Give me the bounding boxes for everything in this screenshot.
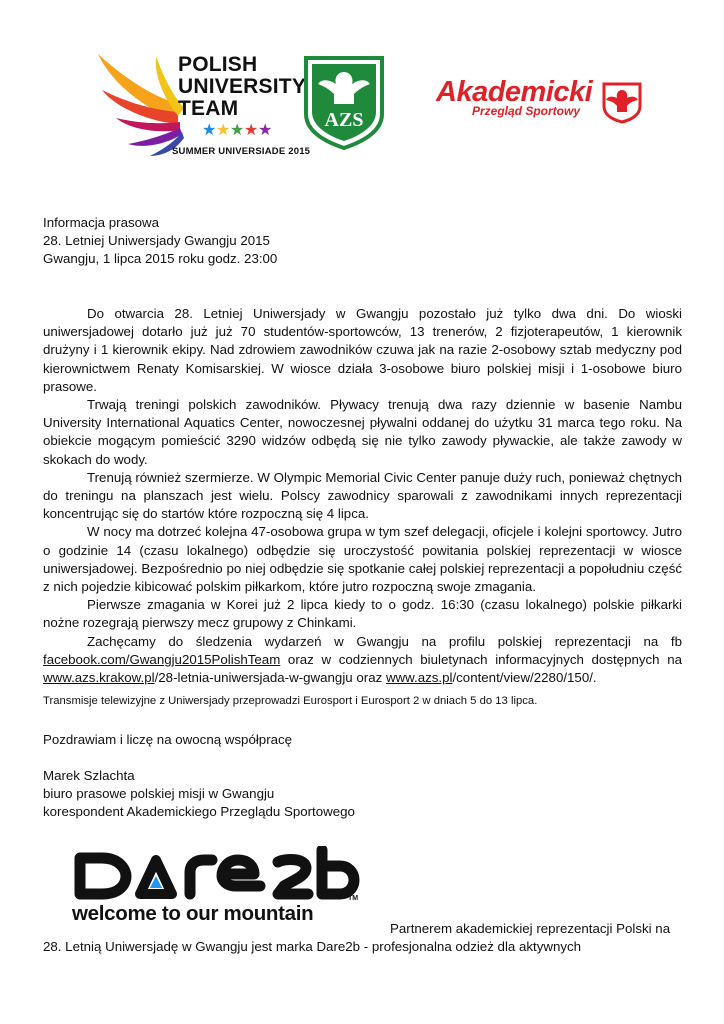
paragraph-6-start: Zachęcamy do śledzenia wydarzeń w Gwangju na profilu polskiej reprezentacji na fb <box>87 633 682 649</box>
akademicki-subtitle: Przegląd Sportowy <box>472 104 581 118</box>
paragraph-4: W nocy ma dotrzeć kolejna 47-osobowa grupa w tym szef delegacji, oficjele i kolejni sportowcy. Jutro o godzinie 14 (czasu lokalnego) odbędzie się uroczystość powitania polskiej reprezentacji w wiosce uniwersjadowej. Bezpośrednio po niej odbędzie się spotkanie całej polskiej reprezentacji a popołudniu część z nich pojedzie kibicować polskim piłkarkom, które jutro rozpoczną swoje zmagania. <box>43 524 682 595</box>
press-release-header <box>43 214 683 269</box>
paragraph-6-mid2: /28-letnia-uniwersjada-w-gwangju oraz <box>154 670 386 686</box>
dare2b-tagline: welcome to our mountain <box>72 902 314 925</box>
svg-text:★: ★ <box>258 122 273 139</box>
paragraph-1: Do otwarcia 28. Letniej Uniwersjady w Gwangju pozostało już tylko dwa dni. Do wioski uniwersjadowej dotarło już już 70 studentów-sportowców, 13 trenerów, 2 fizjoterapeutów, 1 kierownik drużyny i 1 kierownik ekipy. Nad zdrowiem zawodników czuwa jak na razie 2-osobowy sztab medyczny pod kierownictwem Renaty Komisarskiej. W wiosce działa 3-osobowe biuro polskiej misji i 1-osobowe biuro prasowe. <box>43 306 682 394</box>
azs-shield-logo <box>302 54 386 150</box>
azs-link[interactable]: www.azs.pl <box>385 670 453 686</box>
svg-text:★: ★ <box>202 122 217 139</box>
press-release-body <box>43 305 682 687</box>
brand-line-team: TEAM <box>178 97 239 120</box>
paragraph-6-end: /content/view/2280/150/. <box>452 670 597 686</box>
flame-wing-icon <box>98 54 184 156</box>
signature-role-1: biuro prasowe polskiej misji w Gwangju <box>43 786 275 802</box>
facebook-link[interactable]: facebook.com/Gwangju2015PolishTeam <box>43 651 281 667</box>
paragraph-6 <box>43 633 682 688</box>
paragraph-5: Pierwsze zmagania w Korei już 2 lipca kiedy to o godz. 16:30 (czasu lokalnego) polskie piłkarki nożne rozegrają pierwszy mecz grupowy z Chinkami. <box>43 597 682 631</box>
signature-name: Marek Szlachta <box>43 768 135 783</box>
azs-krakow-link[interactable]: www.azs.krakow.pl <box>43 670 155 686</box>
paragraph-6-mid1: oraz w codziennych biuletynach informacyjnych dostępnych na <box>280 651 682 667</box>
svg-text:★: ★ <box>244 122 259 139</box>
polish-team-wordmark <box>178 54 308 120</box>
stars-icon <box>202 122 272 139</box>
header-line-1: Informacja prasowa <box>43 215 160 230</box>
svg-text:★: ★ <box>216 122 231 139</box>
signature-block <box>43 767 355 822</box>
svg-text:★: ★ <box>230 122 245 139</box>
partner-line-1: Partnerem akademickiej reprezentacji Polski na <box>390 921 671 936</box>
greeting: Pozdrawiam i liczę na owocną współpracę <box>43 732 293 747</box>
signature-role-2: korespondent Akademickiego Przeglądu Sportowego <box>43 804 355 820</box>
broadcast-note: Transmisje telewizyjne z Uniwersjady przeprowadzi Eurosport i Eurosport 2 w dniach 5 do 13 lipca. <box>43 695 538 707</box>
brand-subtitle: SUMMER UNIVERSIADE 2015 <box>172 146 311 157</box>
svg-text:TM: TM <box>348 895 359 902</box>
akademicki-title: Akademicki <box>436 76 593 108</box>
header-line-3: Gwangju, 1 lipca 2015 roku godz. 23:00 <box>43 251 278 267</box>
paragraph-3: Trenują również szermierze. W Olympic Memorial Civic Center panuje duży ruch, ponieważ chętnych do treningu na planszach jest wielu. Polscy zawodnicy sparowali z zawodnikami innych reprezentacji koncentrując się do startów które rozpoczną się 4 lipca. <box>43 469 682 522</box>
brand-line-polish: POLISH <box>178 53 258 76</box>
brand-line-university: UNIVERSITY <box>178 75 307 98</box>
header-line-2: 28. Letniej Uniwersjady Gwangju 2015 <box>43 233 270 249</box>
azs-text: AZS <box>324 109 364 131</box>
azs-emblem-icon <box>598 80 646 124</box>
paragraph-2: Trwają treningi polskich zawodników. Pływacy trenują dwa razy dziennie w basenie Nambu University International Aquatics Center, nowoczesnej pływalni oddanej do użytku 31 marca tego roku. Na obiekcie mogącym pomieścić 3290 widzów odbędą się nie tylko zawody pływackie, ale także zawody w skokach do wody. <box>43 397 682 467</box>
partner-line-2: 28. Letnią Uniwersjadę w Gwangju jest marka Dare2b - profesjonalna odzież dla aktywnych <box>43 939 582 954</box>
